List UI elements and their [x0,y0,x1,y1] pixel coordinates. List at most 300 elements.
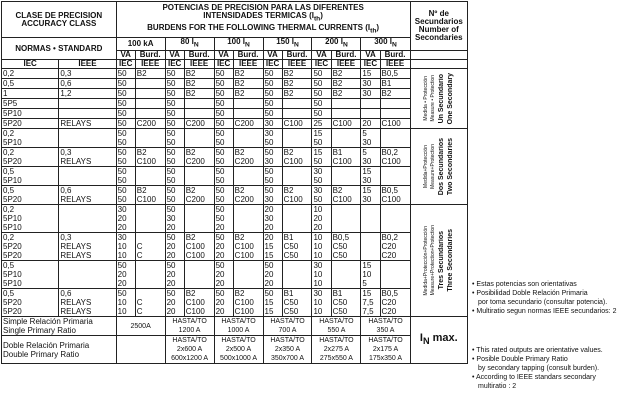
table-row [2,89,468,99]
va-value: 5 30 [361,129,380,148]
iec-class: 0,5 5P10 [2,167,59,186]
va-value: 50 50 [116,167,135,186]
burden-value: C200 [184,119,214,129]
va-value: 50 [165,69,184,79]
burd-label: Burd. [233,51,263,60]
iec-class: 0,2 5P20 [2,148,59,167]
va-value: 50 [116,109,135,119]
burden-value [380,109,410,119]
va-value: 50 [165,79,184,89]
va-label: VA [214,51,233,60]
burden-value: B0,5 C50 C50 [331,233,361,261]
secondaries-label-text: Dos Secundarios [437,137,445,196]
note-en-1: • This rated outputs are orientative values. [472,347,603,354]
current-200in: 200 $I_N$ [312,38,361,51]
va-value [361,109,380,119]
iec-class: 1 [2,89,59,99]
iec-sub-header: IEC [263,60,282,69]
va-value: 50 20 20 [165,289,184,317]
va-value [361,233,380,261]
iec-class: 0,5 5P10 5P10 [2,261,59,289]
table-row [2,233,468,261]
burden-value: B2 [233,89,263,99]
iec-class: 0,2 [2,69,59,79]
burden-value [184,109,214,119]
burden-value: B2 [331,79,361,89]
burdens-en: BURDENS FOR THE FOLLOWING THERMAL CURRENTS (I [147,22,371,32]
va-value: 50 50 [214,186,233,205]
burden-value: B2 C200 [233,186,263,205]
secondaries-label-text: Two Secondaries [446,137,454,196]
burden-value [135,109,165,119]
single-primary-ratio-value: HASTA/TO 550 A [312,317,361,336]
va-value: 50 10 10 [116,289,135,317]
va-label: VA [165,51,184,60]
secondaries-label-text: Medida+Protección+Protección [422,225,429,296]
va-value: 50 [116,79,135,89]
ieee-class: 0,6 RELAYS [59,186,116,205]
burden-value [184,261,214,289]
va-value: 50 50 [165,148,184,167]
burden-value: B2 C100 [331,186,361,205]
sub-th-2: th [370,27,377,35]
va-value: 30 50 [263,129,282,148]
potencias-es: POTENCIAS DE PRECISION PARA LAS DIFERENTES [162,3,364,13]
burden-value [135,205,165,233]
ieee-sub-header: IEEE [282,60,312,69]
va-value: 50 [263,89,282,99]
iec-class: 0,5 5P20 5P20 [2,289,59,317]
secondaries-label-text: Three Secondaries [446,229,454,292]
burden-value: B1 C50 C50 [282,233,312,261]
va-value: 50 30 20 [165,205,184,233]
ieee-class: 0,6 RELAYS RELAYS [59,289,116,317]
table-row [2,99,468,109]
va-value: 50 50 [165,186,184,205]
burden-value: B2 [184,79,214,89]
burden-value: B0,5 C20 C20 [380,289,410,317]
note-en-3: by secondary tapping (consult burden). [478,365,600,372]
burden-value [135,261,165,289]
burden-value: B2 [282,89,312,99]
nsec-en: Number of Secondaries [415,25,463,42]
va-value: 50 50 [116,186,135,205]
double-primary-ratio-value [116,336,165,364]
va-value: 50 [263,69,282,79]
single-primary-ratio-value: 2500A [116,317,165,336]
iec-sub-header: IEC [361,60,380,69]
va-value: 50 50 [214,167,233,186]
iec-class: 0,2 5P20 5P20 [2,233,59,261]
ieee-sub-header: IEEE [380,60,410,69]
va-value: 50 15 15 [263,289,282,317]
burd-label: Burd. [184,51,214,60]
secondaries-label-text: Measure+Protection [429,144,436,189]
burden-value: B2 C200 [233,148,263,167]
burden-value [331,129,361,148]
va-value: 50 20 20 [165,233,184,261]
single-primary-ratio-label: Simple Relación Primaria Single Primary Ratio [2,317,117,336]
secondaries-label [410,69,467,129]
va-value: 50 50 [116,129,135,148]
burden-value: B2 [380,89,410,99]
burden-value: C200 [135,119,165,129]
va-value: 50 [263,99,282,109]
table-row [2,261,468,289]
burden-value: B2 C200 [184,148,214,167]
va-value: 50 [116,99,135,109]
va-value: 50 [214,99,233,109]
burden-value: B0,5 [380,69,410,79]
va-label: VA [263,51,282,60]
va-value [361,99,380,109]
va-value: 50 50 20 [214,205,233,233]
va-value: 50 30 [263,186,282,205]
va-value: 15 30 [361,186,380,205]
iec-header: IEC [2,60,59,69]
burden-value [184,167,214,186]
burden-value: B2 C100 [282,148,312,167]
burden-value [380,205,410,233]
double-primary-ratio-label: Doble Relación Primaria Double Primary Ratio [2,336,117,364]
burden-value [233,205,263,233]
intens-es: INTENSIDADES TERMICAS (I [203,11,314,21]
burden-value: C100 [380,119,410,129]
in-max-label: $I_N$ max. [410,317,467,364]
secondaries-label-text: Measure+Protection+Protection [429,225,436,296]
burden-value [282,129,312,148]
va-value: 30 50 [312,186,331,205]
va-value: 50 50 [165,167,184,186]
va-value: 15 30 [361,167,380,186]
va-value: 20 15 15 [263,233,282,261]
va-value: 20 [361,119,380,129]
burden-value [233,99,263,109]
burden-value: B2 [135,69,165,79]
va-value: 30 50 [312,167,331,186]
iec-sub-header: IEC [214,60,233,69]
burden-value: B2 [233,69,263,79]
iec-sub-header: IEC [312,60,331,69]
current-100in: 100 $I_N$ [214,38,263,51]
secondaries-label-text: Medida+Protección [422,145,429,188]
burden-value [135,167,165,186]
burden-value [331,99,361,109]
va-value: 50 50 [165,129,184,148]
table-row [2,109,468,119]
burden-value: B2 C200 [184,186,214,205]
nsec-es: Nº de Secundarios [414,9,463,26]
burden-value: B0,2 C20 C20 [380,233,410,261]
burd-label: Burd. [135,51,165,60]
close-paren-2: ) [376,22,380,32]
burden-value: C100 [282,119,312,129]
va-value: 50 [116,69,135,79]
va-value: 20 30 20 [263,205,282,233]
table-row [2,129,468,148]
secondaries-header [410,2,467,51]
burden-value: B2 [184,69,214,79]
va-value: 50 [263,79,282,89]
burd-label: Burd. [282,51,312,60]
burden-value [380,261,410,289]
burden-value [282,167,312,186]
current-150in: 150 $I_N$ [263,38,312,51]
va-value: 50 20 20 [214,261,233,289]
va-label: VA [116,51,135,60]
double-primary-ratio-value: HASTA/TO 2x600 A 600x1200 A [165,336,214,364]
burden-value [380,129,410,148]
close-paren: ) [320,11,323,21]
iec-class: 0,2 5P10 [2,129,59,148]
ieee-class [59,129,116,148]
burden-value: B2 C100 C100 [184,289,214,317]
va-value: 30 [263,119,282,129]
current-100ka: 100 kA [116,38,165,51]
va-value: 50 [312,99,331,109]
iec-class: 0,5 5P20 [2,186,59,205]
va-value [361,205,380,233]
va-value: 50 20 20 [214,233,233,261]
va-value: 50 [214,89,233,99]
burden-value: C100 [331,119,361,129]
burden-value: C C [135,233,165,261]
burden-table [1,1,468,364]
ieee-class [59,99,116,109]
single-primary-ratio-value: HASTA/TO 1000 A [214,317,263,336]
current-80in: 80 $I_N$ [165,38,214,51]
ieee-class: RELAYS [59,119,116,129]
note-es-3: por toma secundario (consultar potencia). [478,299,608,306]
table-row [2,79,468,89]
iec-sub-header: IEC [165,60,184,69]
va-value: 50 [312,79,331,89]
va-value: 30 10 10 [312,289,331,317]
single-primary-ratio-value: HASTA/TO 1200 A [165,317,214,336]
va-value: 50 50 [214,148,233,167]
burdens-header [116,2,410,38]
va-value: 50 [263,109,282,119]
va-value: 30 20 20 [116,205,135,233]
secondaries-label-text: Tres Secundarios [437,231,445,290]
va-value: 30 10 10 [116,233,135,261]
burden-value [184,205,214,233]
double-primary-ratio [2,336,468,364]
va-label: VA [312,51,331,60]
burden-value: B2 [184,89,214,99]
clase-en: ACCURACY CLASS [21,18,97,28]
burden-value [331,261,361,289]
double-primary-ratio-value: HASTA/TO 2x500 A 500x1000 A [214,336,263,364]
secondaries-label [410,129,467,205]
secondaries-label-text: Un Secundario [437,73,445,124]
ieee-class [59,205,116,233]
ieee-class [59,109,116,119]
va-value: 50 50 [214,129,233,148]
va-value: 50 [165,109,184,119]
table-row [2,119,468,129]
double-primary-ratio-value: HASTA/TO 2x175 A 175x350 A [361,336,410,364]
table-row [2,186,468,205]
burden-value: B0,5 C100 [380,186,410,205]
burden-value [282,261,312,289]
burden-value: B1 C50 C50 [331,289,361,317]
clase-es: CLASE DE PRECISION [15,10,103,20]
va-value: 50 30 [263,148,282,167]
note-en-5: multiratio : 2 [478,383,517,390]
table-row [2,289,468,317]
burden-value [282,205,312,233]
table-row [2,69,468,79]
ieee-class: 1,2 [59,89,116,99]
burden-value [184,129,214,148]
single-primary-ratio-value: HASTA/TO 350 A [361,317,410,336]
va-value: 15 50 [312,129,331,148]
va-value: 50 [165,119,184,129]
burden-value [233,167,263,186]
va-value: 15 10 5 [361,261,380,289]
va-value: 50 [312,109,331,119]
table-row [2,205,468,233]
burden-value: B2 C100 C100 [233,289,263,317]
va-value: 50 [214,79,233,89]
burden-value: B2 [282,79,312,89]
va-value: 25 [312,119,331,129]
burden-value: B2 C100 [135,148,165,167]
burden-value [233,261,263,289]
notes-english [472,346,603,391]
va-value: 15 7,5 7,5 [361,289,380,317]
burden-value [135,79,165,89]
burden-value [135,89,165,99]
ieee-class [59,261,116,289]
burden-value [331,109,361,119]
burden-value: B1 C100 [331,148,361,167]
burden-value: B2 [282,69,312,79]
va-label: VA [361,51,380,60]
table-row [2,167,468,186]
burden-value: B2 C100 C100 [184,233,214,261]
burden-value [233,109,263,119]
va-value: 15 [361,69,380,79]
iec-class: 5P10 [2,109,59,119]
burden-value [282,99,312,109]
iec-class: 5P20 [2,119,59,129]
burden-value [282,109,312,119]
va-value: 5 30 [361,148,380,167]
current-300in: 300 $I_N$ [361,38,410,51]
iec-class: 5P5 [2,99,59,109]
ieee-sub-header: IEEE [233,60,263,69]
va-value: 50 20 20 [214,289,233,317]
note-es-2: • Posibilidad Doble Relación Primaria [472,290,588,297]
ieee-class [59,167,116,186]
iec-class: 0,5 [2,79,59,89]
burden-value: B2 [331,69,361,79]
burden-value [233,129,263,148]
accuracy-class-header [2,2,117,38]
va-value: 30 10 10 [312,261,331,289]
va-value: 50 50 [263,167,282,186]
secondaries-label-text: Measure • Protection [429,75,436,122]
note-es-1: • Estas potencias son orientativas [472,281,577,288]
va-value: 50 [116,119,135,129]
va-value: 50 [312,89,331,99]
burden-value [184,99,214,109]
secondaries-label [410,205,467,317]
notes-spanish [472,280,616,316]
burden-value: B2 C100 C100 [233,233,263,261]
burden-value: B2 [233,79,263,89]
secondaries-label-text: One Secondary [446,72,454,125]
va-value: 30 [361,89,380,99]
burden-value: B1 [380,79,410,89]
burden-value [331,167,361,186]
burd-label: Burd. [331,51,361,60]
note-en-2: • Posible Double Primary Ratio [472,356,568,363]
va-value: 50 [214,119,233,129]
ieee-header: IEEE [59,60,116,69]
burden-value: B2 C100 [135,186,165,205]
va-value: 10 10 10 [312,233,331,261]
note-en-4: • According to IEEE standars secondary [472,374,596,381]
burden-value [331,205,361,233]
ieee-class: 0,6 [59,79,116,89]
burden-value [135,129,165,148]
va-value: 50 [116,89,135,99]
va-value: 10 20 20 [312,205,331,233]
ieee-sub-header: IEEE [331,60,361,69]
va-value: 50 [165,99,184,109]
sub-th: th [313,15,321,23]
va-value: 50 20 20 [263,261,282,289]
ieee-class: 0,3 RELAYS [59,148,116,167]
iec-class: 0,2 5P10 5P10 [2,205,59,233]
note-es-4: • Multiratio segun normas IEEE secundarios: 2 [472,308,617,315]
secondaries-label-text: Medida • Protección [422,76,429,121]
double-primary-ratio-value: HASTA/TO 2x275 A 275x550 A [312,336,361,364]
table-row [2,148,468,167]
va-value: 50 [165,89,184,99]
burden-value [135,99,165,109]
va-value: 50 [312,69,331,79]
va-value: 50 50 [116,148,135,167]
va-value: 30 [361,79,380,89]
va-value: 50 [214,69,233,79]
burden-value: B1 C50 C50 [282,289,312,317]
burd-label: Burd. [380,51,410,60]
ieee-sub-header: IEEE [184,60,214,69]
burden-value: B0,2 C100 [380,148,410,167]
burden-value: B2 [331,89,361,99]
burden-value: C200 [233,119,263,129]
burden-value: C C [135,289,165,317]
burden-value [380,167,410,186]
ieee-sub-header: IEEE [135,60,165,69]
iec-sub-header: IEC [116,60,135,69]
ieee-class: 0,3 RELAYS RELAYS [59,233,116,261]
va-value: 50 20 20 [116,261,135,289]
va-value: 15 50 [312,148,331,167]
va-value: 50 [214,109,233,119]
single-primary-ratio [2,317,468,336]
burden-value: B2 C100 [282,186,312,205]
burden-value [380,99,410,109]
single-primary-ratio-value: HASTA/TO 700 A [263,317,312,336]
va-value: 50 20 20 [165,261,184,289]
normas-header: NORMAS • STANDARD [2,38,117,60]
ieee-class: 0,3 [59,69,116,79]
